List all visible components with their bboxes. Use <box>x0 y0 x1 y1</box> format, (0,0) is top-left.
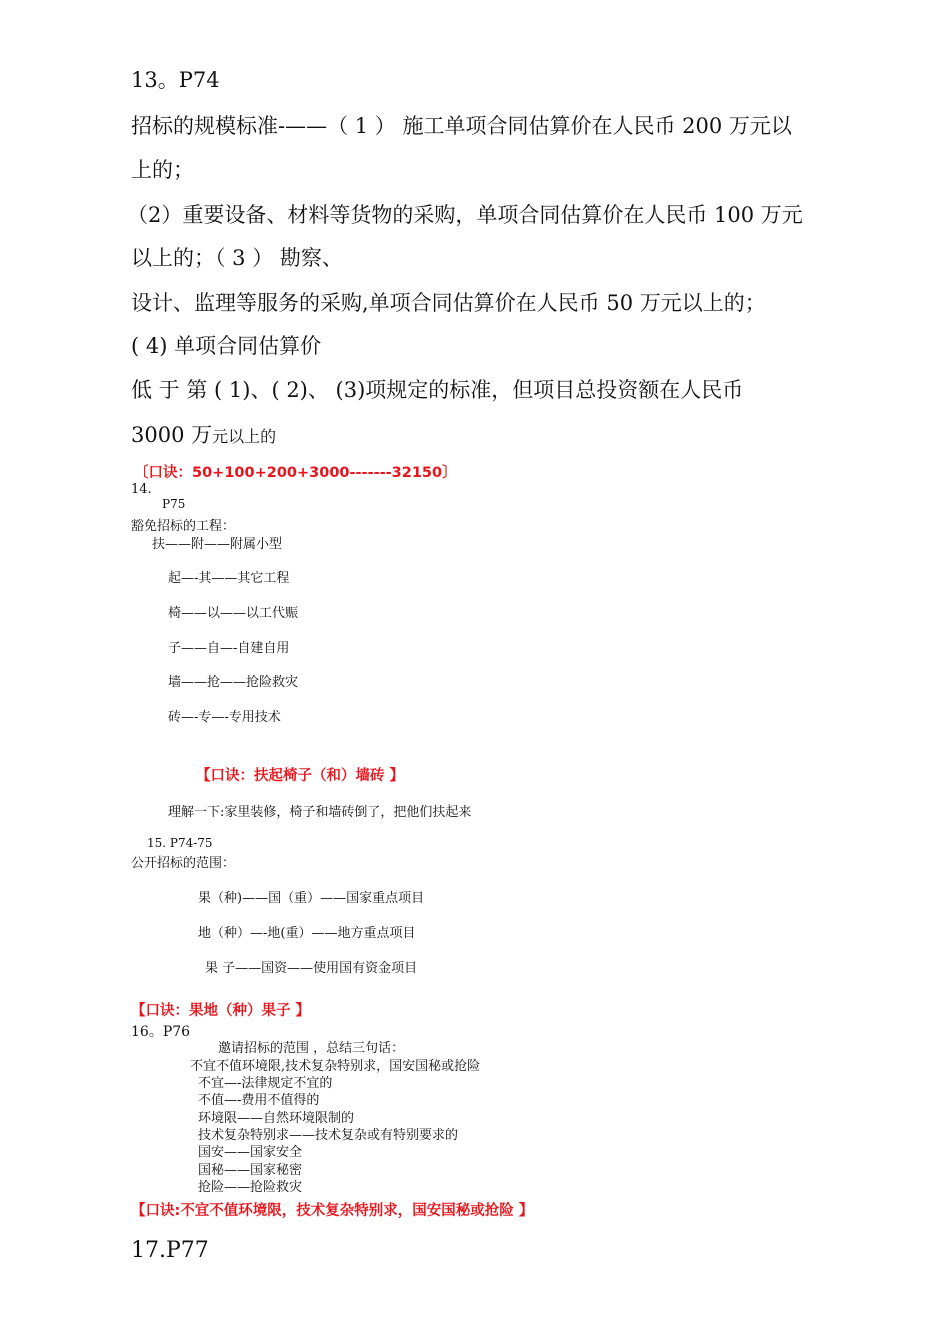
s14-item: 起—-其——其它工程 <box>168 571 290 586</box>
section-16-heading: 16。P76 <box>131 1024 191 1040</box>
s16-item: 国安——国家安全 <box>198 1145 303 1160</box>
section-13-heading: 13。P74 <box>131 68 220 92</box>
s13-line-3: （2）重要设备、材料等货物的采购，单项合同估算价在人民币 100 万元 <box>127 203 803 227</box>
s16-item: 环境限——自然环境限制的 <box>198 1111 355 1126</box>
s14-item: 扶——附——附属小型 <box>152 537 283 552</box>
s13-line-1: 招标的规模标准-——（ 1 ） 施工单项合同估算价在人民币 200 万元以 <box>131 114 792 138</box>
s15-item: 地（种）—-地(重）——地方重点项目 <box>198 926 416 941</box>
s14-title: 豁免招标的工程： <box>131 519 236 534</box>
s14-note: 理解一下:家里装修，椅子和墙砖倒了，把他们扶起来 <box>168 805 472 820</box>
s13-line-2: 上的； <box>131 158 194 182</box>
s13-line-5: 设计、监理等服务的采购,单项合同估算价在人民币 50 万元以上的； <box>131 291 766 315</box>
s14-item: 椅——以——以工代赈 <box>168 606 299 621</box>
s13-line-8-amount: 3000 万 <box>131 423 213 447</box>
section-14-number: 14. <box>131 482 152 497</box>
s16-title: 邀请招标的范围 ，总结三句话： <box>218 1041 405 1056</box>
section-15-heading: 15. P74-75 <box>147 836 213 850</box>
s16-item: 抢险——抢险救灾 <box>198 1180 303 1195</box>
s16-summary: 不宜不值环境限,技术复杂特别求，国安国秘或抢险 <box>190 1059 481 1074</box>
s14-item: 子——自—-自建自用 <box>168 641 290 656</box>
s16-item: 国秘——国家秘密 <box>198 1163 303 1178</box>
s13-line-8-suffix: 元以上的 <box>212 427 277 446</box>
s13-line-8 <box>131 419 276 449</box>
s16-item: 不值—-费用不值得的 <box>198 1093 320 1108</box>
section-14-page: P75 <box>162 497 186 511</box>
s13-line-4: 以上的；（ 3 ） 勘察、 <box>131 246 343 270</box>
s13-mnemonic: 〔口诀：50+100+200+3000-------32150〕 <box>134 465 457 481</box>
s15-item: 果 子——国资——使用国有资金项目 <box>205 961 418 976</box>
s14-item: 砖—-专—-专用技术 <box>168 710 281 725</box>
s16-item: 技术复杂特别求——技术复杂或有特别要求的 <box>198 1128 459 1143</box>
s13-line-6: ( 4) 单项合同估算价 <box>131 334 322 358</box>
s15-mnemonic: 【口诀：果地（种）果子 】 <box>131 1003 311 1019</box>
s14-item: 墙——抢——抢险救灾 <box>168 675 299 690</box>
s16-item: 不宜—-法律规定不宜的 <box>198 1076 333 1091</box>
s16-mnemonic: 【口诀:不宜不值环境限，技术复杂特别求，国安国秘或抢险 】 <box>131 1203 534 1219</box>
s13-line-7: 低 于 第 ( 1)、( 2)、 (3)项规定的标准，但项目总投资额在人民币 <box>131 378 744 402</box>
s15-title: 公开招标的范围： <box>131 856 236 871</box>
s14-mnemonic: 【口诀：扶起椅子（和）墙砖 】 <box>196 768 405 784</box>
s15-item: 果（种)——国（重）——国家重点项目 <box>198 891 425 906</box>
section-17-heading: 17.P77 <box>131 1238 209 1263</box>
